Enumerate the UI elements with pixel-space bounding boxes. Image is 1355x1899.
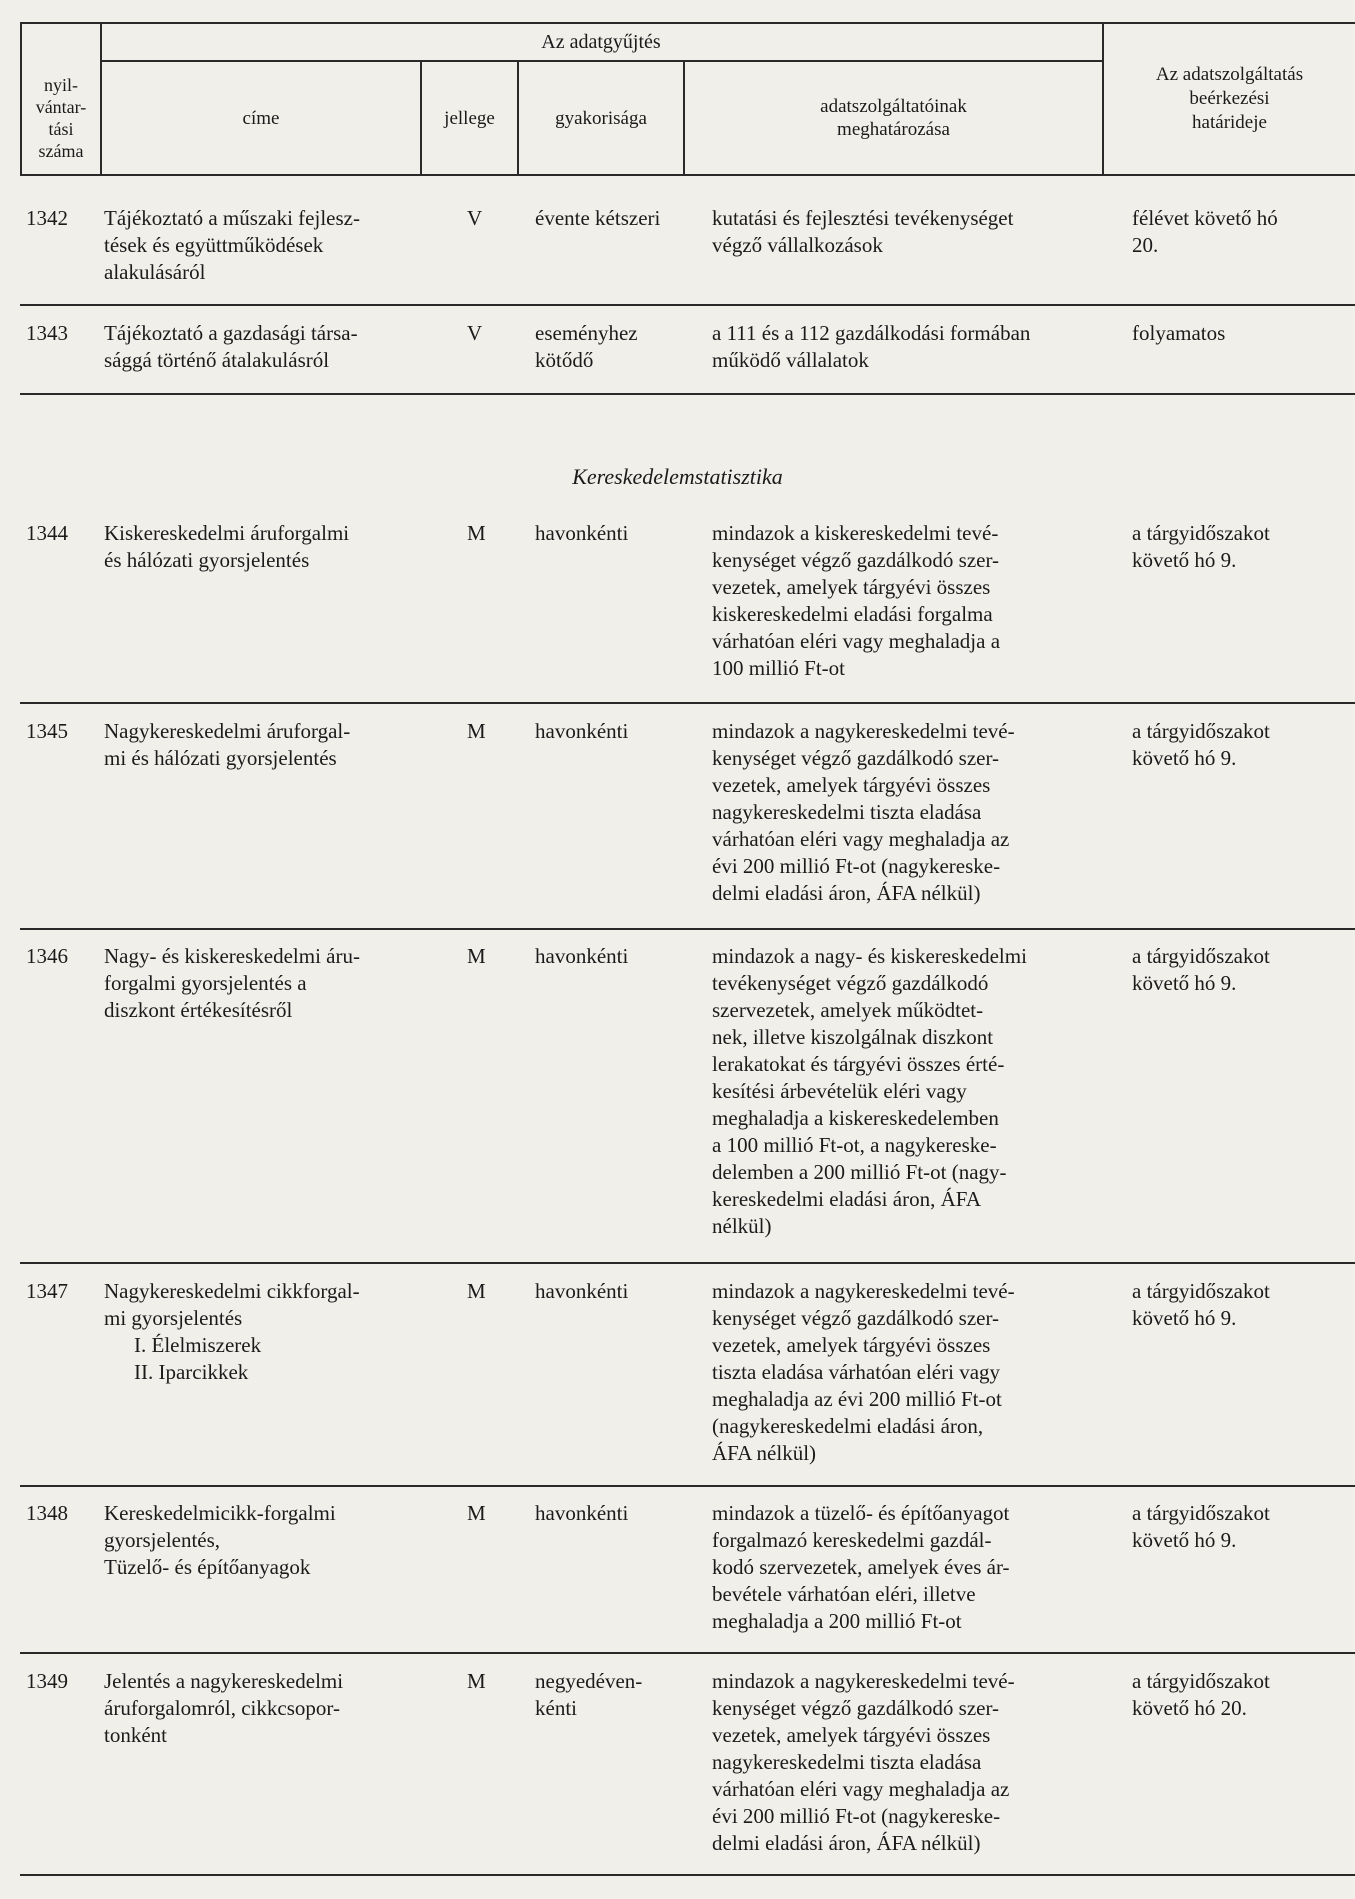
row-deadline: a tárgyidőszakot követő hó 20. bbox=[1132, 1669, 1270, 1720]
row-frequency: évente kétszeri bbox=[535, 206, 661, 230]
row-separator bbox=[20, 1485, 1355, 1487]
row-providers: mindazok a nagykereskedelmi tevé- kenységet végző gazdálkodó szer- vezetek, amelyek tárgyévi összes tiszta eladása várhatóan eléri vagy meghaladja az évi 200 millió Ft-ot (nagykereskedelmi eladási áron, ÁFA nélkül) bbox=[712, 1279, 1015, 1465]
header-col-number: nyil- vántar- tási száma bbox=[35, 75, 87, 161]
row-number: 1345 bbox=[26, 719, 68, 743]
header-col-deadline: Az adatszolgáltatás beérkezési határideje bbox=[1155, 64, 1304, 133]
row-deadline: a tárgyidőszakot követő hó 9. bbox=[1132, 1279, 1270, 1330]
row-character: M bbox=[467, 719, 486, 743]
row-frequency: havonkénti bbox=[535, 1501, 629, 1525]
row-character: M bbox=[467, 521, 486, 545]
row-title-block bbox=[104, 1278, 422, 1386]
row-title: Jelentés a nagykereskedelmi áruforgalomról, cikkcsopor- tonként bbox=[104, 1669, 344, 1747]
row-separator bbox=[20, 1652, 1355, 1654]
row-providers: mindazok a nagy- és kiskereskedelmi tevékenységet végző gazdálkodó szervezetek, amelyek működtet- nek, illetve kiszolgálnak diszkont lerakatokat és tárgyévi összes érté- kesítési árbevételük eléri vagy meghaladja a kiskereskedelemben a 100 millió Ft-ot, a nagykereske- delemben a 200 millió Ft-ot (nagy- kereskedelmi eladási áron, ÁFA nélkül) bbox=[712, 944, 1027, 1238]
row-title: Nagykereskedelmi cikkforgal- mi gyorsjelentés bbox=[104, 1279, 360, 1330]
row-deadline: félévet követő hó 20. bbox=[1132, 206, 1278, 257]
row-separator bbox=[20, 393, 1355, 395]
row-title-subitem: II. Iparcikkek bbox=[134, 1360, 249, 1384]
row-providers: mindazok a nagykereskedelmi tevé- kenységet végző gazdálkodó szer- vezetek, amelyek tárgyévi összes nagykereskedelmi tiszta eladása várhatóan eléri vagy meghaladja az évi 200 millió Ft-ot (nagykereske- delmi eladási áron, ÁFA nélkül) bbox=[712, 719, 1015, 905]
row-character: M bbox=[467, 1501, 486, 1525]
row-title: Nagykereskedelmi áruforgal- mi és hálózati gyorsjelentés bbox=[104, 719, 351, 770]
row-deadline: a tárgyidőszakot követő hó 9. bbox=[1132, 944, 1270, 995]
row-frequency: negyedéven- kénti bbox=[535, 1669, 643, 1720]
row-character: M bbox=[467, 1669, 486, 1693]
row-number: 1343 bbox=[26, 321, 68, 345]
row-title: Kiskereskedelmi áruforgalmi és hálózati gyorsjelentés bbox=[104, 521, 350, 572]
row-deadline: folyamatos bbox=[1132, 321, 1226, 345]
row-title: Tájékoztató a gazdasági társa- sággá történő átalakulásról bbox=[104, 321, 358, 372]
row-character: V bbox=[467, 206, 483, 230]
header-bottom-rule bbox=[20, 174, 1355, 176]
section-title: Kereskedelemstatisztika bbox=[572, 464, 783, 489]
row-providers: mindazok a kiskereskedelmi tevé- kenységet végző gazdálkodó szer- vezetek, amelyek tárgyévi összes kiskereskedelmi eladási forgalma várhatóan eléri vagy meghaladja a 100 millió Ft-ot bbox=[712, 521, 1001, 680]
row-separator bbox=[20, 1874, 1355, 1876]
row-deadline: a tárgyidőszakot követő hó 9. bbox=[1132, 521, 1270, 572]
header-group-title: Az adatgyűjtés bbox=[541, 30, 661, 53]
row-title: Nagy- és kiskereskedelmi áru- forgalmi gyorsjelentés a diszkont értékesítésről bbox=[104, 944, 360, 1022]
row-frequency: eseményhez kötődő bbox=[535, 321, 638, 372]
row-number: 1349 bbox=[26, 1669, 68, 1693]
row-deadline: a tárgyidőszakot követő hó 9. bbox=[1132, 719, 1270, 770]
row-character: V bbox=[467, 321, 483, 345]
row-providers: mindazok a tüzelő- és építőanyagot forgalmazó kereskedelmi gazdál- kodó szervezetek, amelyek éves ár- bevétele várhatóan eléri, illetve meghaladja a 200 millió Ft-ot bbox=[712, 1501, 1010, 1633]
row-title-subitem: I. Élelmiszerek bbox=[134, 1333, 262, 1357]
row-frequency: havonkénti bbox=[535, 521, 629, 545]
header-col-providers: adatszolgáltatóinak meghatározása bbox=[820, 96, 967, 140]
header-col-character: jellege bbox=[444, 107, 495, 129]
row-providers: mindazok a nagykereskedelmi tevé- kenységet végző gazdálkodó szer- vezetek, amelyek tárgyévi összes nagykereskedelmi tiszta eladása várhatóan eléri vagy meghaladja az évi 200 millió Ft-ot (nagykereske- delmi eladási áron, ÁFA nélkül) bbox=[712, 1669, 1015, 1855]
row-deadline: a tárgyidőszakot követő hó 9. bbox=[1132, 1501, 1270, 1552]
row-number: 1348 bbox=[26, 1501, 68, 1525]
row-number: 1346 bbox=[26, 944, 68, 968]
row-frequency: havonkénti bbox=[535, 944, 629, 968]
row-title: Kereskedelmicikk-forgalmi gyorsjelentés, Tüzelő- és építőanyagok bbox=[104, 1501, 336, 1579]
header-col-title: címe bbox=[242, 107, 280, 129]
row-frequency: havonkénti bbox=[535, 719, 629, 743]
row-separator bbox=[20, 928, 1355, 930]
row-character: M bbox=[467, 944, 486, 968]
header-col-frequency: gyakorisága bbox=[555, 107, 647, 129]
row-frequency: havonkénti bbox=[535, 1279, 629, 1303]
row-title: Tájékoztató a műszaki fejlesz- tések és együttműködések alakulásáról bbox=[104, 206, 360, 284]
row-separator bbox=[20, 702, 1355, 704]
row-number: 1347 bbox=[26, 1279, 68, 1303]
row-separator bbox=[20, 1262, 1355, 1264]
row-number: 1342 bbox=[26, 206, 68, 230]
row-providers: a 111 és a 112 gazdálkodási formában működő vállalatok bbox=[712, 321, 1031, 372]
row-character: M bbox=[467, 1279, 486, 1303]
row-number: 1344 bbox=[26, 521, 68, 545]
row-separator bbox=[20, 304, 1355, 306]
row-providers: kutatási és fejlesztési tevékenységet végző vállalkozások bbox=[712, 206, 1014, 257]
